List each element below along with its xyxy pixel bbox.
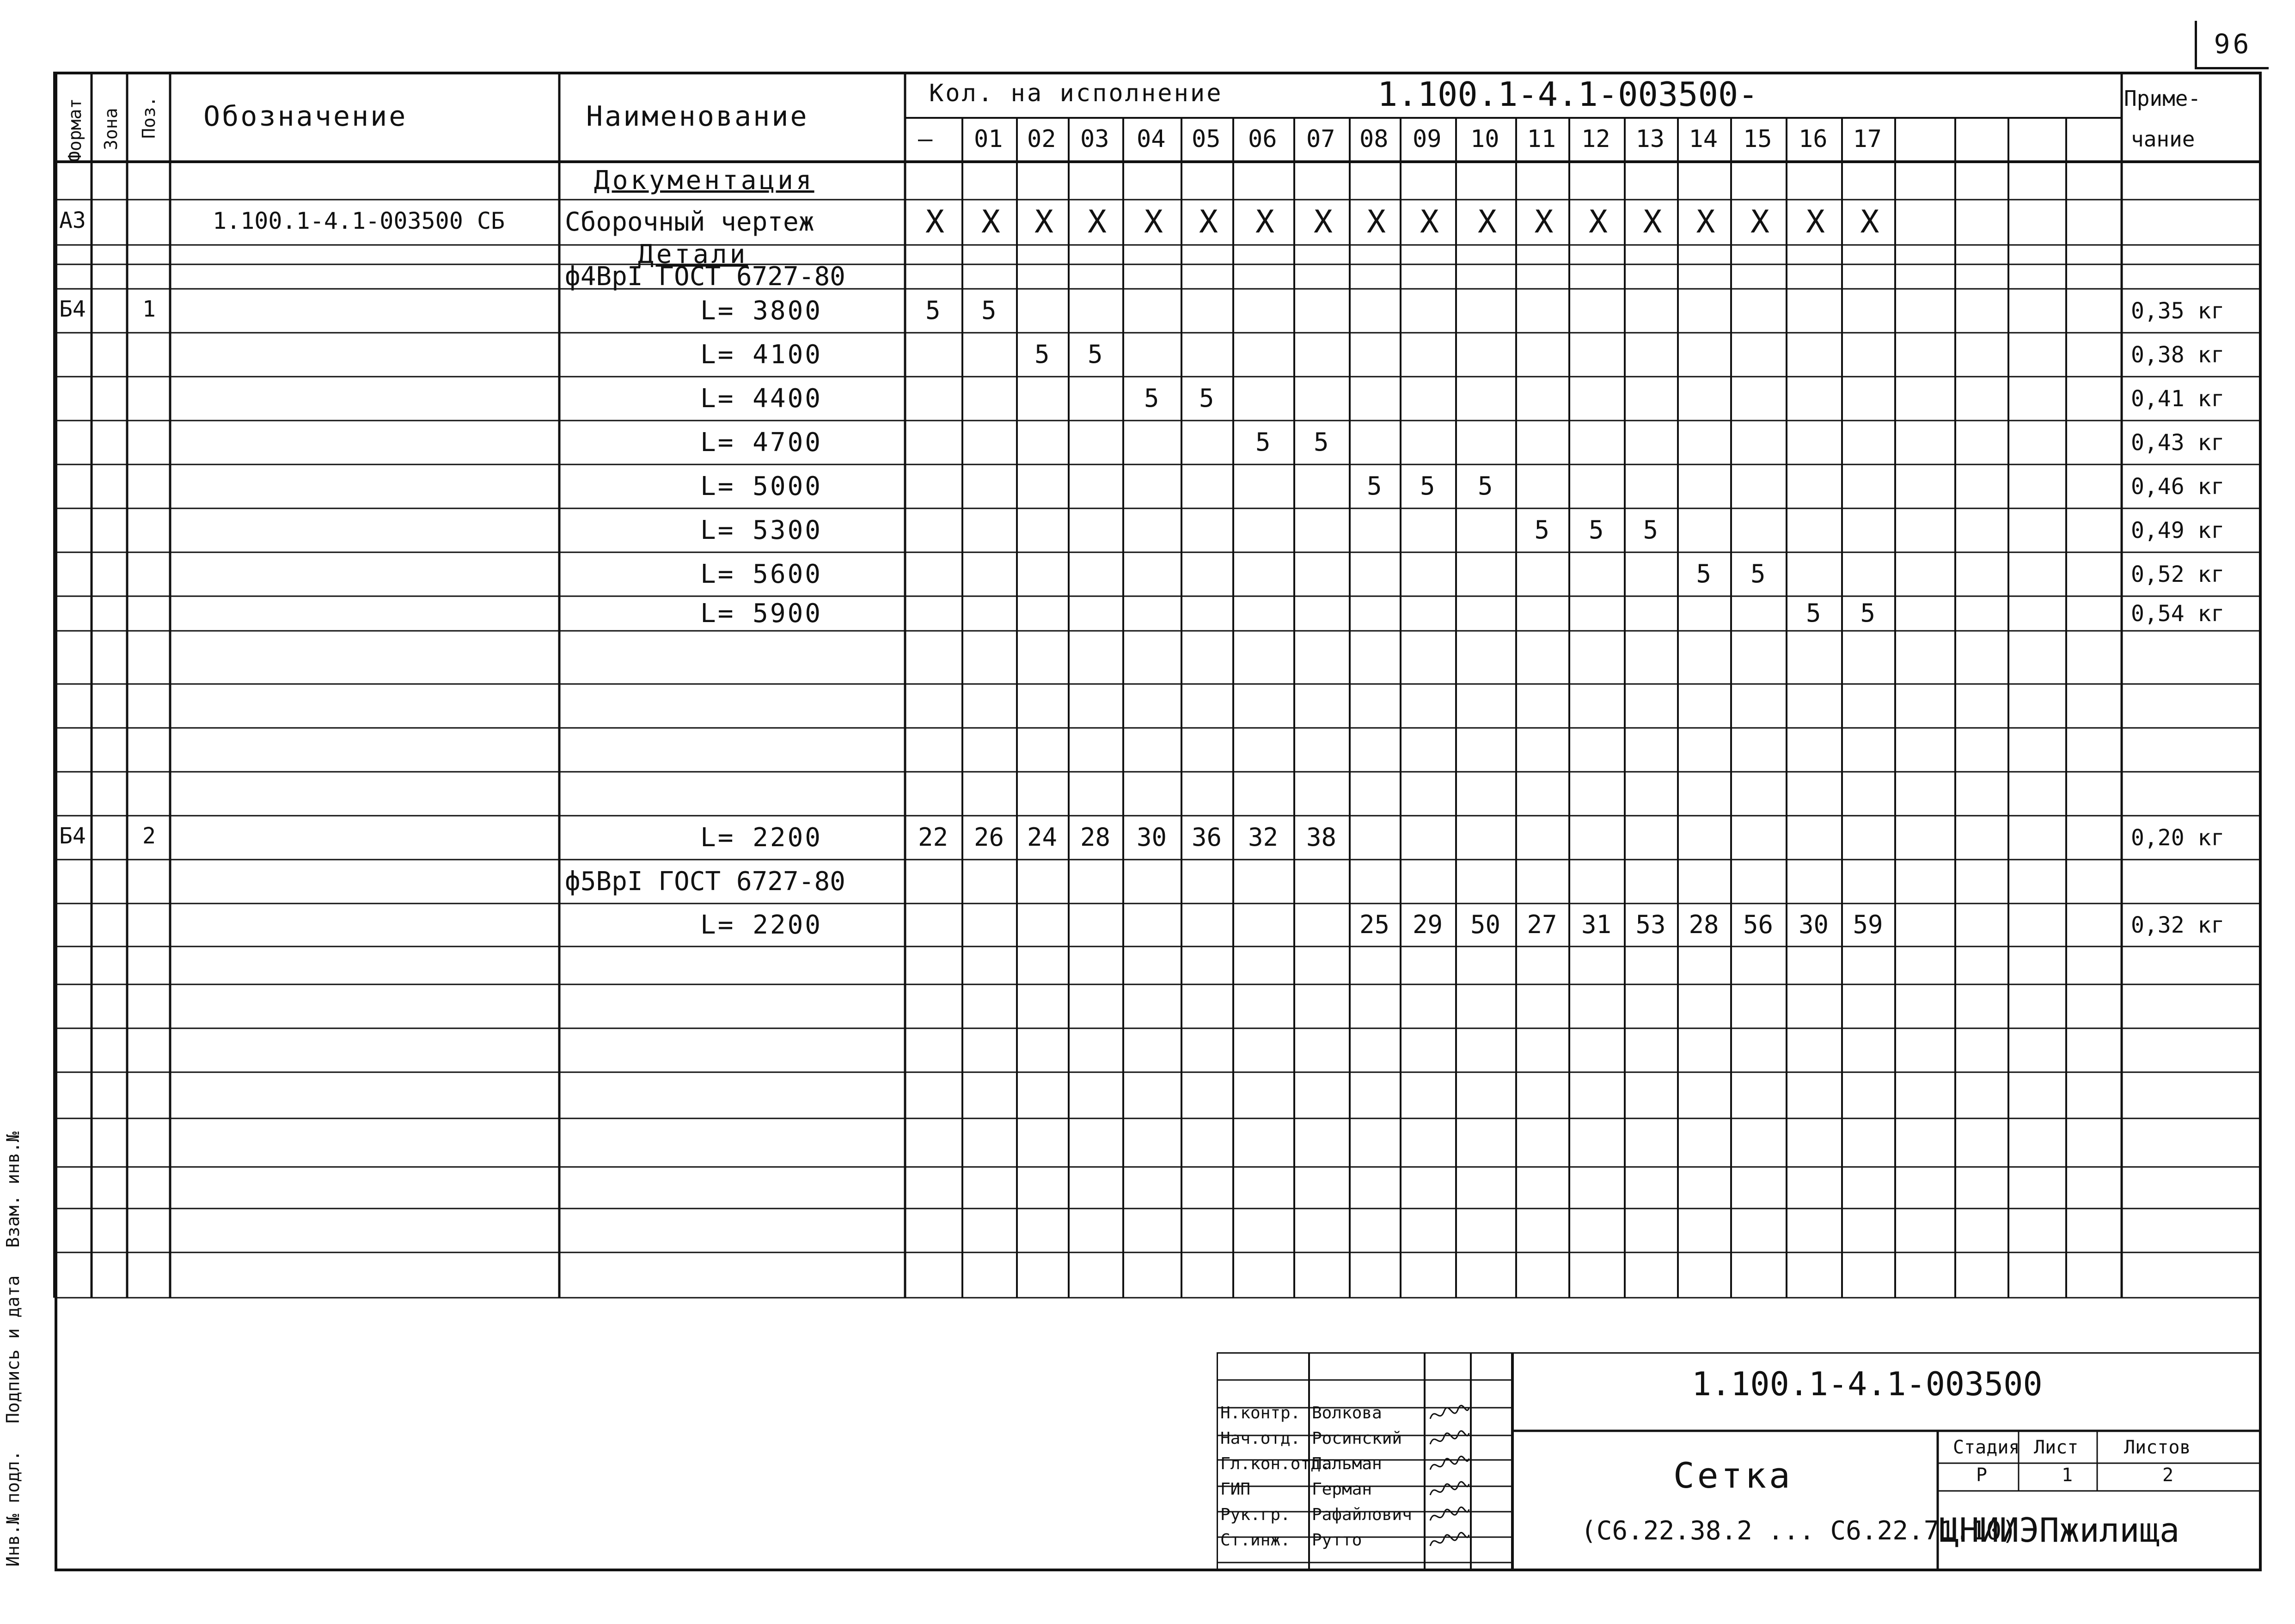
- qty-cell: X: [1034, 204, 1053, 240]
- qty-cell: X: [1144, 204, 1163, 240]
- staff-name: Росинский: [1312, 1429, 1402, 1448]
- qty-cell: 30: [1799, 910, 1829, 939]
- variant-header-cell: 02: [1027, 125, 1056, 153]
- qty-cell: 22: [918, 822, 949, 852]
- row-name: ф5ВрI ГОСТ 6727-80: [565, 866, 845, 897]
- row-format: Б4: [59, 296, 86, 322]
- variant-header-cell: 14: [1689, 125, 1718, 153]
- organization-name: ЦНИИЭПжилища: [1939, 1511, 2180, 1550]
- section-heading: Детали: [638, 239, 748, 269]
- row-name: Сборочный чертеж: [565, 207, 814, 237]
- qty-cell: 27: [1527, 910, 1557, 939]
- variant-header-cell: 09: [1413, 125, 1442, 153]
- qty-cell: 59: [1853, 910, 1883, 939]
- stage-value: Р: [1976, 1465, 1988, 1486]
- row-name: L= 2200: [700, 910, 823, 940]
- row-note: 0,20 кг: [2131, 824, 2225, 851]
- row-note: 0,46 кг: [2131, 473, 2225, 500]
- variant-header-cell: 12: [1581, 125, 1610, 153]
- row-name: L= 5900: [700, 598, 823, 629]
- qty-cell: 5: [1750, 559, 1766, 588]
- title-block-title: Сетка: [1673, 1455, 1793, 1496]
- qty-cell: 5: [1255, 427, 1271, 457]
- qty-cell: 5: [1199, 383, 1214, 413]
- qty-cell: 5: [1589, 515, 1604, 544]
- row-note: 0,52 кг: [2131, 561, 2225, 587]
- variant-header-cell: 11: [1527, 125, 1556, 153]
- qty-cell: 32: [1248, 822, 1279, 852]
- header-designation: Обозначение: [203, 100, 408, 133]
- qty-cell: 5: [1696, 559, 1712, 588]
- row-name: ф4ВрI ГОСТ 6727-80: [565, 261, 845, 292]
- staff-role: Нач.отд.: [1220, 1429, 1301, 1448]
- row-name: L= 4100: [700, 339, 823, 370]
- signature-mark: [1428, 1429, 1470, 1451]
- variant-header-cell: —: [918, 125, 933, 153]
- row-note: 0,49 кг: [2131, 517, 2225, 543]
- staff-name: Волкова: [1312, 1404, 1382, 1423]
- staff-name: Герман: [1312, 1480, 1372, 1499]
- qty-cell: X: [1420, 204, 1439, 240]
- row-name: L= 3800: [700, 295, 823, 326]
- qty-cell: 26: [974, 822, 1004, 852]
- qty-cell: 5: [1860, 598, 1876, 628]
- header-format: Формат: [65, 98, 85, 162]
- header-pos: Поз.: [139, 96, 159, 139]
- variant-header-cell: 07: [1306, 125, 1335, 153]
- sheets-label: Листов: [2124, 1437, 2191, 1458]
- qty-cell: 5: [1144, 383, 1159, 413]
- qty-cell: X: [1750, 204, 1769, 240]
- qty-cell: 53: [1635, 910, 1666, 939]
- row-position: 1: [142, 296, 156, 322]
- qty-cell: 5: [1088, 339, 1103, 369]
- qty-cell: 36: [1192, 822, 1222, 852]
- variant-header-cell: 01: [974, 125, 1003, 153]
- row-position: 2: [142, 823, 156, 849]
- variant-header-cell: 16: [1799, 125, 1828, 153]
- row-format: А3: [59, 208, 86, 233]
- row-format: Б4: [59, 823, 86, 849]
- stage-label: Стадия: [1953, 1437, 2020, 1458]
- variant-header-cell: 10: [1470, 125, 1499, 153]
- row-note: 0,38 кг: [2131, 342, 2225, 368]
- section-heading: Документация: [594, 165, 814, 195]
- staff-name: Рафайлович: [1312, 1505, 1412, 1524]
- variant-header-cell: 05: [1192, 125, 1221, 153]
- row-note: 0,35 кг: [2131, 298, 2225, 324]
- signature-mark: [1428, 1454, 1470, 1476]
- row-note: 0,43 кг: [2131, 429, 2225, 456]
- qty-cell: X: [1367, 204, 1386, 240]
- header-note-line2: чание: [2131, 127, 2195, 152]
- qty-cell: 24: [1027, 822, 1058, 852]
- staff-role: Н.контр.: [1220, 1404, 1301, 1423]
- qty-cell: X: [1088, 204, 1107, 240]
- qty-cell: 30: [1137, 822, 1167, 852]
- qty-cell: X: [1534, 204, 1554, 240]
- variant-header-cell: 13: [1635, 125, 1665, 153]
- qty-cell: 5: [1420, 471, 1435, 501]
- qty-cell: X: [925, 204, 944, 240]
- qty-cell: X: [1589, 204, 1608, 240]
- qty-cell: 5: [981, 295, 997, 325]
- row-name: L= 4700: [700, 427, 823, 458]
- qty-cell: 28: [1689, 910, 1719, 939]
- qty-cell: 5: [1806, 598, 1821, 628]
- row-name: L= 5000: [700, 471, 823, 501]
- page-number: 96: [2195, 21, 2269, 69]
- qty-cell: X: [1696, 204, 1715, 240]
- header-base-code: 1.100.1-4.1-003500-: [1377, 75, 1758, 114]
- sheet-value: 1: [2062, 1465, 2073, 1486]
- signature-mark: [1428, 1479, 1470, 1502]
- qty-cell: 5: [1534, 515, 1550, 544]
- qty-cell: X: [1199, 204, 1218, 240]
- staff-role: ГИП: [1220, 1480, 1251, 1499]
- qty-cell: 31: [1581, 910, 1612, 939]
- qty-cell: 29: [1413, 910, 1443, 939]
- variant-header-cell: 04: [1137, 125, 1166, 153]
- signature-mark: [1428, 1403, 1470, 1425]
- qty-cell: 5: [1034, 339, 1050, 369]
- qty-cell: 5: [1314, 427, 1329, 457]
- qty-cell: 5: [1643, 515, 1659, 544]
- qty-cell: X: [1314, 204, 1333, 240]
- row-name: L= 4400: [700, 383, 823, 414]
- row-name: L= 5600: [700, 559, 823, 589]
- title-block-code: 1.100.1-4.1-003500: [1692, 1365, 2043, 1403]
- side-label-replace: Взам. инв.№: [3, 1131, 23, 1248]
- staff-role: Ст.инж.: [1220, 1531, 1291, 1550]
- qty-cell: 5: [925, 295, 941, 325]
- qty-cell: 50: [1470, 910, 1501, 939]
- variant-header-cell: 06: [1248, 125, 1277, 153]
- qty-cell: X: [1643, 204, 1662, 240]
- sheets-value: 2: [2162, 1465, 2174, 1486]
- side-label-signature: Подпись и дата: [3, 1275, 23, 1423]
- staff-name: Пальман: [1312, 1454, 1382, 1473]
- row-note: 0,54 кг: [2131, 600, 2225, 627]
- staff-name: Рутто: [1312, 1531, 1362, 1550]
- side-label-inv: Инв.№ подл.: [3, 1450, 23, 1567]
- variant-header-cell: 15: [1743, 125, 1772, 153]
- variant-header-cell: 08: [1359, 125, 1389, 153]
- qty-cell: X: [981, 204, 1000, 240]
- row-note: 0,32 кг: [2131, 912, 2225, 938]
- header-zone: Зона: [101, 108, 121, 150]
- qty-cell: X: [1478, 204, 1497, 240]
- qty-cell: 5: [1367, 471, 1382, 501]
- qty-cell: X: [1860, 204, 1879, 240]
- variant-header-cell: 03: [1080, 125, 1109, 153]
- qty-cell: 56: [1743, 910, 1774, 939]
- header-qty-label: Кол. на исполнение: [929, 79, 1223, 107]
- row-note: 0,41 кг: [2131, 385, 2225, 412]
- staff-role: Рук.гр.: [1220, 1505, 1291, 1524]
- title-block-subtitle: (С6.22.38.2 ... С6.22.71.10): [1581, 1516, 2018, 1546]
- qty-cell: 5: [1478, 471, 1493, 501]
- row-designation: 1.100.1-4.1-003500 СБ: [213, 208, 505, 234]
- qty-cell: X: [1806, 204, 1825, 240]
- qty-cell: X: [1255, 204, 1274, 240]
- variant-header-cell: 17: [1853, 125, 1882, 153]
- signature-mark: [1428, 1530, 1470, 1552]
- row-name: L= 5300: [700, 515, 823, 545]
- signature-mark: [1428, 1505, 1470, 1527]
- qty-cell: 28: [1080, 822, 1111, 852]
- staff-role: Гл.кон.отд.: [1220, 1454, 1331, 1473]
- qty-cell: 25: [1359, 910, 1390, 939]
- header-name: Наименование: [586, 100, 809, 133]
- header-note-line1: Приме-: [2124, 86, 2201, 111]
- qty-cell: 38: [1306, 822, 1337, 852]
- sheet-label: Лист: [2034, 1437, 2079, 1458]
- row-name: L= 2200: [700, 822, 823, 853]
